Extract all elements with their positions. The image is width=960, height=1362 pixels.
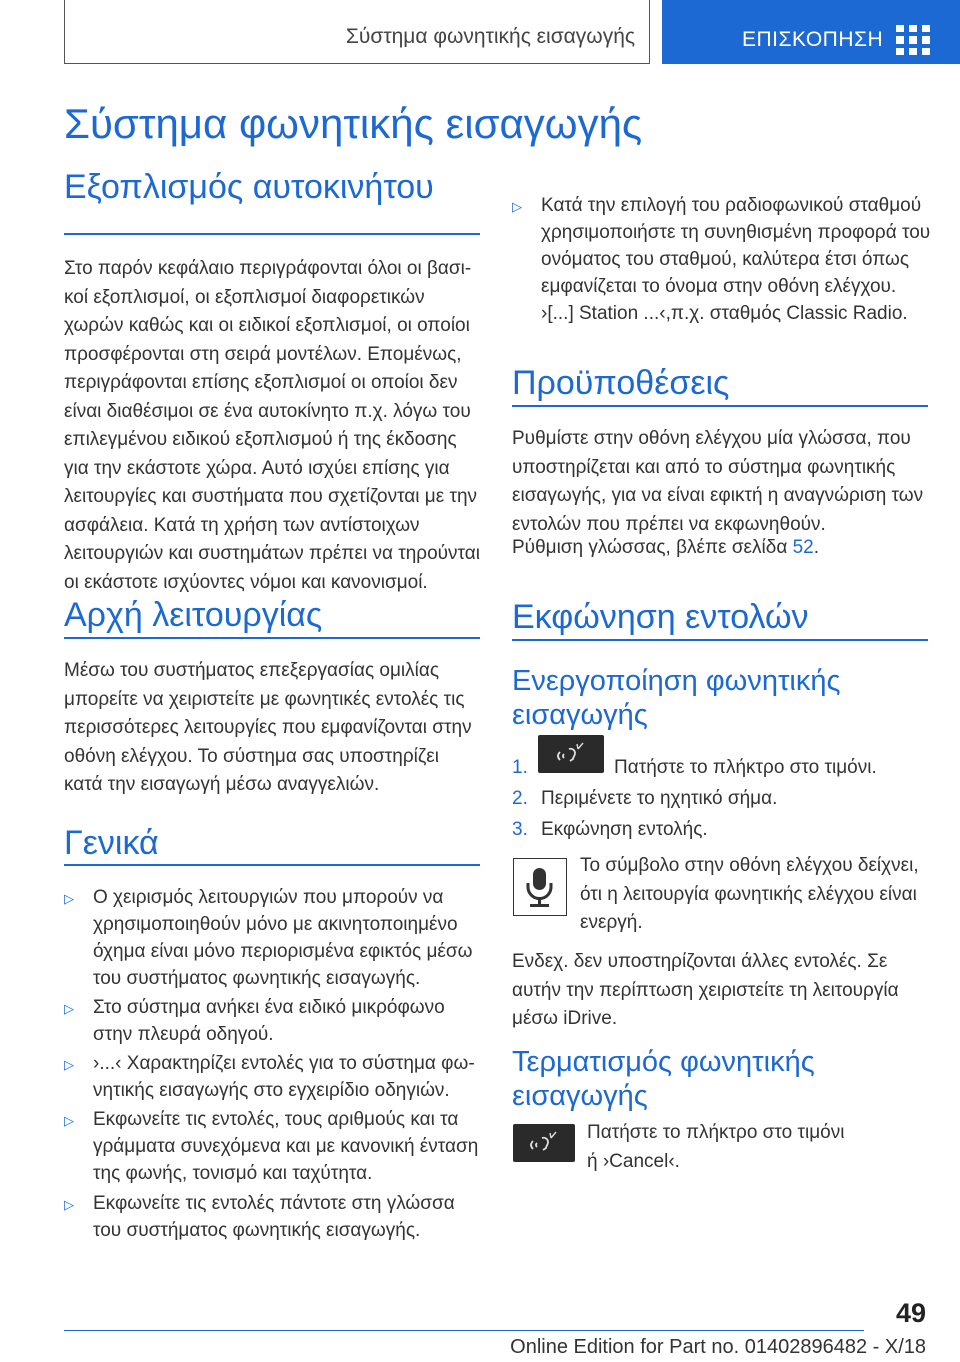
- page-number: 49: [895, 1298, 926, 1328]
- section-title-general: Γενικά: [64, 824, 159, 862]
- triangle-bullet-icon: ▷: [512, 199, 522, 214]
- section-rule: [64, 864, 480, 866]
- mic-symbol-note: Το σύμβολο στην οθόνη ελέγχου δείχνει, ότι η λειτουργία φωνητικής ελέγχου είναι ενεργή.: [580, 855, 919, 933]
- section-title-commands: Εκφώνηση εντολών: [512, 598, 809, 636]
- microphone-icon: [513, 858, 567, 916]
- otherwise-text: Ενδεχ. δεν υποστηρίζονται άλλες εντολές. Σε αυτήν την περίπτωση χειριστείτε τη λειτουργία μέσω iDrive.: [512, 951, 899, 1029]
- section-rule: [512, 639, 928, 641]
- end-text-1: Πατήστε το πλήκτρο στο τιμόνι: [587, 1122, 845, 1143]
- section-title-operating-principle: Αρχή λειτουργίας: [64, 596, 323, 634]
- subtitle-activate: Ενεργοποίηση φωνητικής εισαγωγής: [512, 665, 841, 731]
- triangle-bullet-icon: ▷: [64, 1057, 74, 1072]
- overview-tab[interactable]: [662, 0, 960, 64]
- section-rule: [64, 233, 480, 235]
- section-title-vehicle-equipment: Εξοπλισμός αυτοκινήτου: [64, 168, 434, 206]
- triangle-bullet-icon: ▷: [64, 1001, 74, 1016]
- operating-principle-text: Μέσω του συστήματος επεξεργασίας ομιλίας μπορείτε να χειριστείτε με φωνητικές εντολές τις περισσότερες λειτουργίες που εμφανίζονται στην οθόνη ελέγχου. Το σύστημα σας υποστηρίζει κατά την εισαγωγή μέσω αναγγελιών.: [64, 660, 472, 795]
- page-title: Σύστημα φωνητικής εισαγωγής: [64, 100, 643, 147]
- triangle-bullet-icon: ▷: [64, 1197, 74, 1212]
- page-link[interactable]: 52: [792, 537, 814, 558]
- subtitle-end: Τερματισμός φωνητικής εισαγωγής: [512, 1046, 815, 1112]
- header-section-tab: [64, 0, 650, 64]
- station-example: ›[...] Station ...‹,π.χ. σταθμός Classic Radio.: [541, 303, 908, 324]
- list-item: ▷ Ο χειρισμός λειτουργιών που μπορούν να χρησιμοποιηθούν μόνο με ακινητοποιημένο όχημα είναι μόνο περιορισμένα εφικτός μέσω του συστήματος φωνητικής εισαγωγής.: [64, 887, 473, 989]
- end-text-2: ή ›Cancel‹.: [587, 1151, 680, 1172]
- triangle-bullet-icon: ▷: [64, 891, 74, 906]
- list-item: ▷ Στο σύστημα ανήκει ένα ειδικό μικρόφωνο στην πλευρά οδηγού.: [64, 997, 445, 1045]
- triangle-bullet-icon: ▷: [64, 1113, 74, 1128]
- list-item: ▷ ›...‹ Χαρακτηρίζει εντολές για το σύστημα φωνητικής εισαγωγής στο εγχειρίδιο οδηγιών.: [64, 1053, 475, 1101]
- section-title-prerequisites: Προϋποθέσεις: [512, 364, 730, 402]
- edition-text: Online Edition for Part no. 01402896482 - X/18: [510, 1336, 926, 1358]
- voice-button-icon: [538, 735, 604, 773]
- list-item: ▷ Εκφωνείτε τις εντολές, τους αριθμούς και τα γράμματα συνεχόμενα και με κανονική ένταση της φωνής, τονισμό και ταχύτητα.: [64, 1109, 479, 1184]
- list-item: ▷ Εκφωνείτε τις εντολές πάντοτε στη γλώσσα του συστήματος φωνητικής εισαγωγής.: [64, 1193, 455, 1241]
- voice-button-icon: [513, 1124, 575, 1162]
- vehicle-equipment-text: Στο παρόν κεφάλαιο περιγράφονται όλοι οι βασικοί εξοπλισμοί, οι εξοπλισμοί διαφορετικών χωρών καθώς και οι ειδικοί εξοπλισμοί, οι οποίοι προσφέρονται στη σειρά μοντέλων. Επομένως, περιγράφονται επίσης εξοπλισμοί οι οποίοι δεν είναι διαθέσιμοι σε ένα αυτοκίνητο π.χ. λόγω του επιλεγμένου ειδικού εξοπλισμού ή της έκδοσης για την εκάστοτε χώρα. Αυτό ισχύει επίσης για λειτουργίες και συστήματα που σχετίζονται με την ασφάλεια. Κατά τη χρήση των αντίστοιχων λειτουργιών και συστημάτων πρέπει να τηρούνται οι εκάστοτε ισχύοντες νόμοι και κανονισμοί.: [64, 258, 480, 593]
- section-rule: [64, 637, 480, 639]
- language-setting-reference: Ρύθμιση γλώσσας, βλέπε σελίδα 52.: [512, 537, 820, 558]
- header-section-title: Σύστημα φωνητικής εισαγωγής: [345, 25, 635, 48]
- grid-icon: [896, 25, 930, 55]
- footer-rule: [64, 1330, 864, 1331]
- overview-label: ΕΠΙΣΚΟΠΗΣΗ: [742, 28, 884, 51]
- prerequisites-text: Ρυθμίστε στην οθόνη ελέγχου μία γλώσσα, που υποστηρίζεται και από το σύστημα φωνητικής εισαγωγής, για να είναι εφικτή η αναγνώριση των εντολών που πρέπει να εκφωνηθούν.: [512, 428, 924, 535]
- section-rule: [512, 405, 928, 407]
- list-item: ▷ Κατά την επιλογή του ραδιοφωνικού σταθμού χρησιμοποιήστε τη συνηθισμένη προφορά του ονόματος του σταθμού, καλύτερα έτσι όπως εμφανίζεται το όνομα στην οθόνη ελέγχου.: [512, 195, 931, 297]
